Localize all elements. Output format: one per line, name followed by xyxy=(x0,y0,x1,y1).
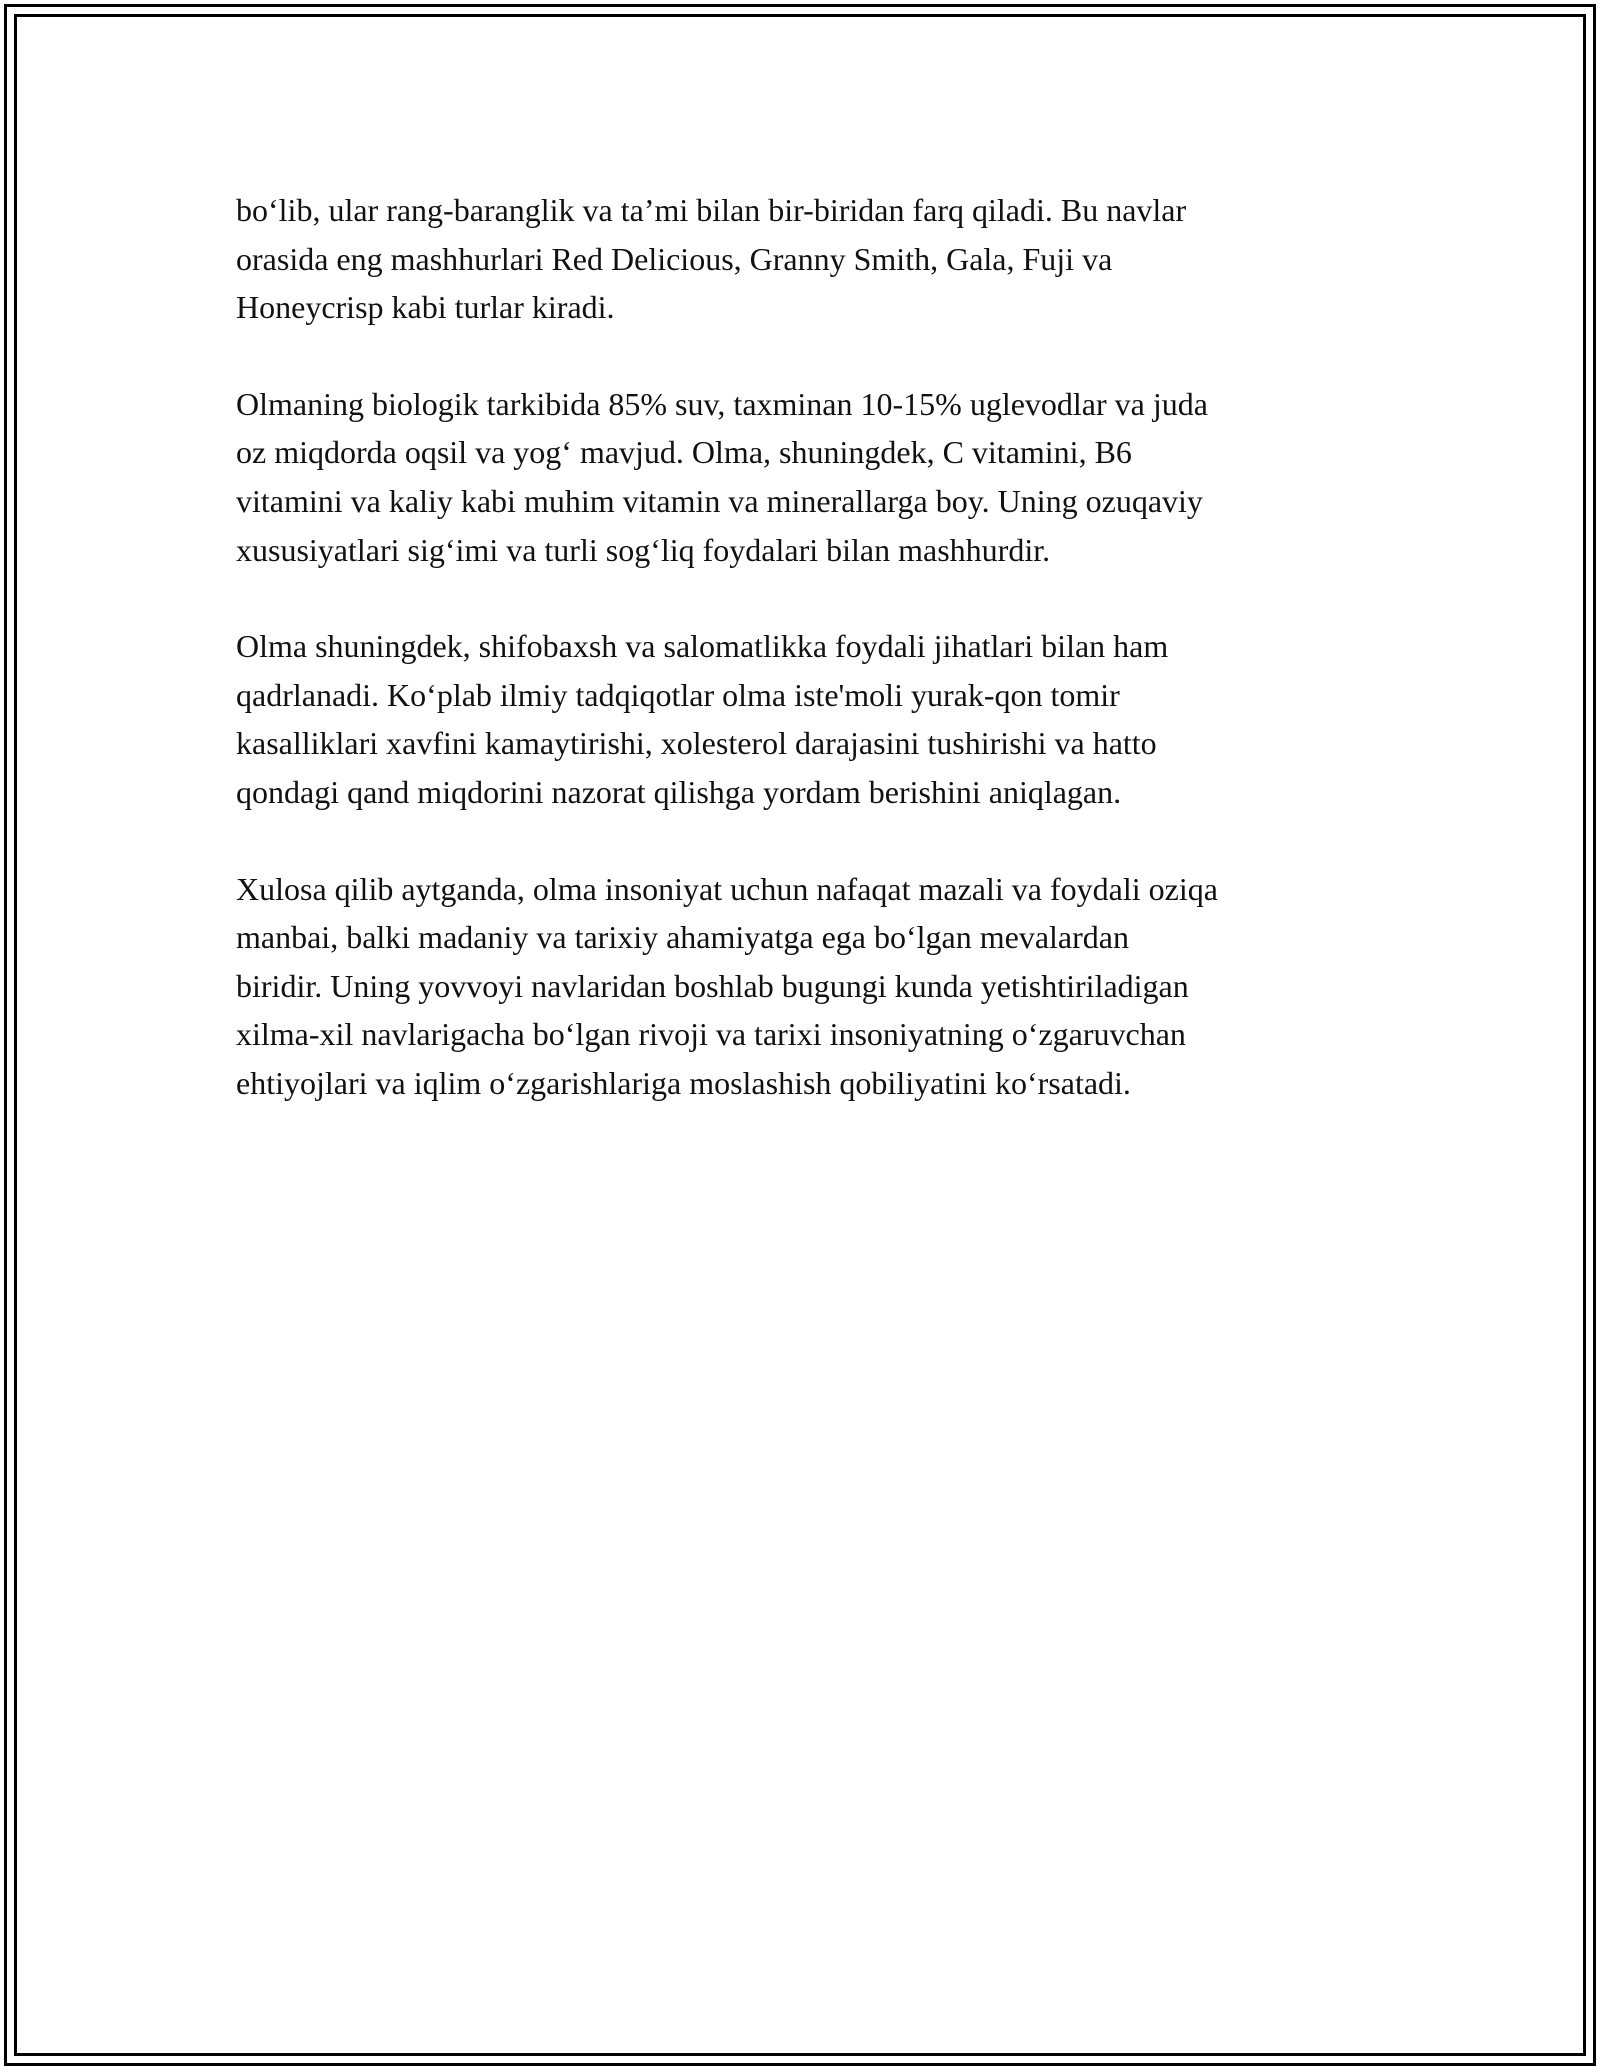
paragraph-conclusion: Xulosa qilib aytganda, olma insoniyat uchun nafaqat mazali va foydali oziqa manbai, balki madaniy va tarixiy ahamiyatga ega bo‘lgan mevalardan biridir. Uning yovvoyi navlaridan boshlab bugungi kunda yetishtiriladigan xilma-xil navlarigacha bo‘lgan rivoji va tarixi insoniyatning o‘zgaruvchan ehtiyojlari va iqlim o‘zgarishlariga moslashish qobiliyatini ko‘rsatadi. xyxy=(236,870,1218,1101)
document-body xyxy=(236,186,1376,1156)
paragraph-apple-composition: Olmaning biologik tarkibida 85% suv, taxminan 10-15% uglevodlar va juda oz miqdorda oqsil va yog‘ mavjud. Olma, shuningdek, C vitamini, B6 vitamini va kaliy kabi muhim vitamin va minerallarga boy. Uning ozuqaviy xususiyatlari sig‘imi va turli sog‘liq foydalari bilan mashhurdir. xyxy=(236,385,1208,568)
paragraph-apple-varieties: bo‘lib, ular rang-baranglik va ta’mi bilan bir-biridan farq qiladi. Bu navlar orasida eng mashhurlari Red Delicious, Granny Smith, Gala, Fuji va Honeycrisp kabi turlar kiradi. xyxy=(236,192,1187,326)
paragraph-apple-health-benefits: Olma shuningdek, shifobaxsh va salomatlikka foydali jihatlari bilan ham qadrlanadi. Ko‘plab ilmiy tadqiqotlar olma iste'moli yurak-qon tomir kasalliklari xavfini kamaytirishi, xolesterol darajasini tushirishi va hatto qondagi qand miqdorini nazorat qilishga yordam berishini aniqlagan. xyxy=(236,628,1169,810)
